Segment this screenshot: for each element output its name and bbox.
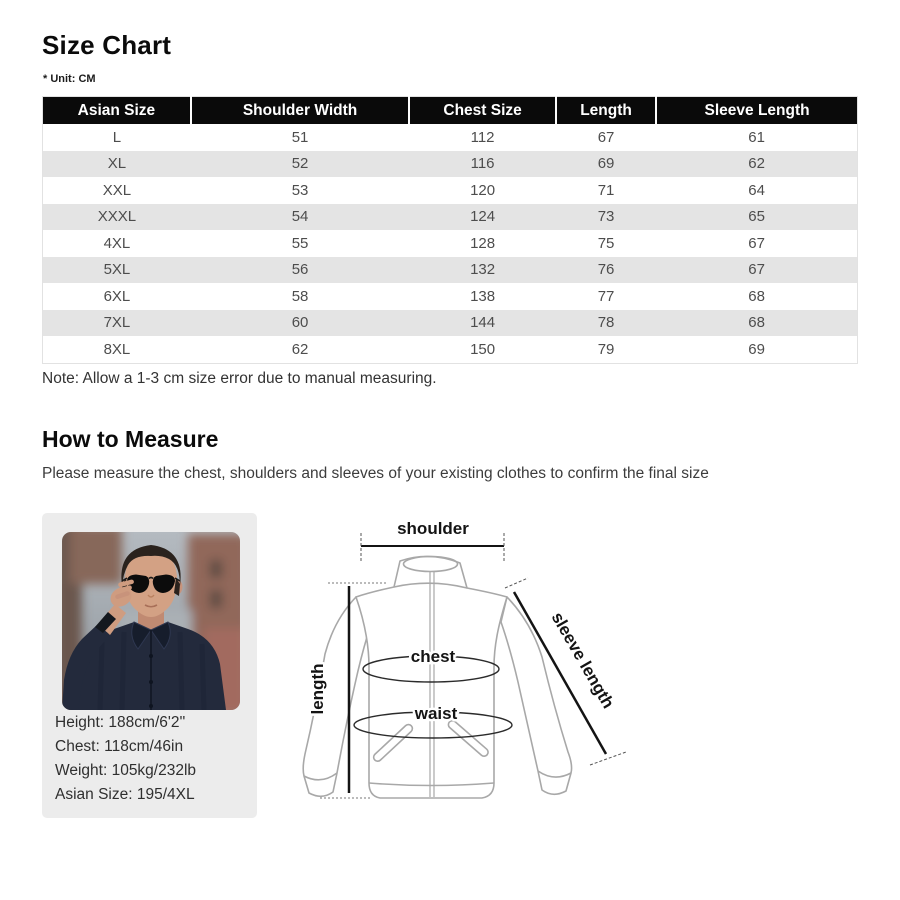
column-header: Chest Size	[409, 97, 556, 125]
table-cell: 79	[597, 340, 615, 358]
measurement-diagram	[276, 502, 676, 832]
table-cell: 124	[470, 208, 496, 226]
shoulder-label: shoulder	[397, 519, 469, 538]
size-table	[42, 96, 858, 364]
how-to-measure-subtitle: Please measure the chest, shoulders and sleeves of your existing clothes to confirm the final size	[42, 465, 709, 482]
table-row	[43, 257, 858, 284]
table-cell: 54	[291, 208, 309, 226]
table-cell: 67	[748, 261, 765, 279]
table-cell: 78	[597, 314, 615, 332]
model-stats	[55, 711, 196, 807]
table-cell: 73	[597, 208, 615, 226]
table-cell: 58	[291, 287, 309, 305]
column-header: Shoulder Width	[191, 97, 409, 125]
size-table-header-row	[43, 97, 858, 125]
model-card	[42, 513, 257, 818]
table-row	[43, 177, 858, 204]
table-cell: 53	[291, 181, 309, 199]
model-photo	[62, 532, 240, 710]
how-to-measure-title: How to Measure	[42, 426, 219, 452]
jacket-outline	[303, 556, 571, 798]
table-row	[43, 310, 858, 337]
table-cell: 61	[748, 128, 765, 146]
table-cell: XL	[107, 155, 127, 173]
table-cell: XXL	[102, 181, 132, 199]
table-cell: 4XL	[103, 234, 131, 252]
size-table-header	[43, 97, 858, 125]
table-cell: 6XL	[103, 287, 131, 305]
table-cell: 144	[470, 314, 496, 332]
waist-label: waist	[414, 704, 458, 723]
column-header: Length	[556, 97, 656, 125]
table-cell: 138	[470, 287, 496, 305]
table-cell: 56	[291, 261, 309, 279]
table-cell: L	[112, 128, 122, 146]
length-label: length	[308, 663, 327, 715]
table-cell: 69	[597, 155, 615, 173]
table-cell: 67	[748, 234, 765, 252]
table-cell: 68	[748, 314, 765, 332]
model-stat-line: Asian Size: 195/4XL	[55, 786, 195, 803]
table-cell: 68	[748, 287, 765, 305]
column-header: Sleeve Length	[656, 97, 857, 125]
table-cell: 55	[291, 234, 309, 252]
model-stat-line: Height: 188cm/6'2''	[55, 714, 186, 731]
model-stat-line: Chest: 118cm/46in	[55, 738, 184, 755]
table-cell: XXXL	[97, 208, 137, 226]
table-cell: 7XL	[103, 314, 131, 332]
table-cell: 76	[597, 261, 615, 279]
table-cell: 67	[597, 128, 615, 146]
table-cell: 60	[291, 314, 309, 332]
table-cell: 112	[470, 128, 495, 146]
table-cell: 75	[597, 234, 615, 252]
table-cell: 69	[748, 340, 765, 358]
table-cell: 116	[470, 155, 495, 173]
sleeve-length-label: sleeve length	[547, 608, 618, 712]
table-cell: 62	[748, 155, 765, 173]
table-cell: 62	[291, 340, 309, 358]
table-row	[43, 151, 858, 178]
table-cell: 71	[597, 181, 615, 199]
table-cell: 8XL	[103, 340, 131, 358]
size-table-body	[43, 124, 858, 363]
unit-note: * Unit: CM	[43, 73, 96, 85]
table-cell: 150	[470, 340, 496, 358]
size-table-note: Note: Allow a 1-3 cm size error due to manual measuring.	[42, 370, 437, 387]
table-cell: 64	[748, 181, 765, 199]
model-stat-line: Weight: 105kg/232lb	[55, 762, 197, 779]
table-cell: 52	[291, 155, 309, 173]
table-row	[43, 230, 858, 257]
column-header: Asian Size	[43, 97, 191, 125]
table-row	[43, 124, 858, 151]
table-cell: 77	[597, 287, 615, 305]
table-cell: 65	[748, 208, 765, 226]
table-cell: 132	[470, 261, 496, 279]
size-chart-title: Size Chart	[42, 30, 172, 60]
table-cell: 51	[291, 128, 309, 146]
table-cell: 5XL	[103, 261, 131, 279]
table-row	[43, 336, 858, 363]
table-row	[43, 204, 858, 231]
chest-label: chest	[410, 647, 456, 666]
table-cell: 120	[470, 181, 496, 199]
table-row	[43, 283, 858, 310]
table-cell: 128	[470, 234, 496, 252]
